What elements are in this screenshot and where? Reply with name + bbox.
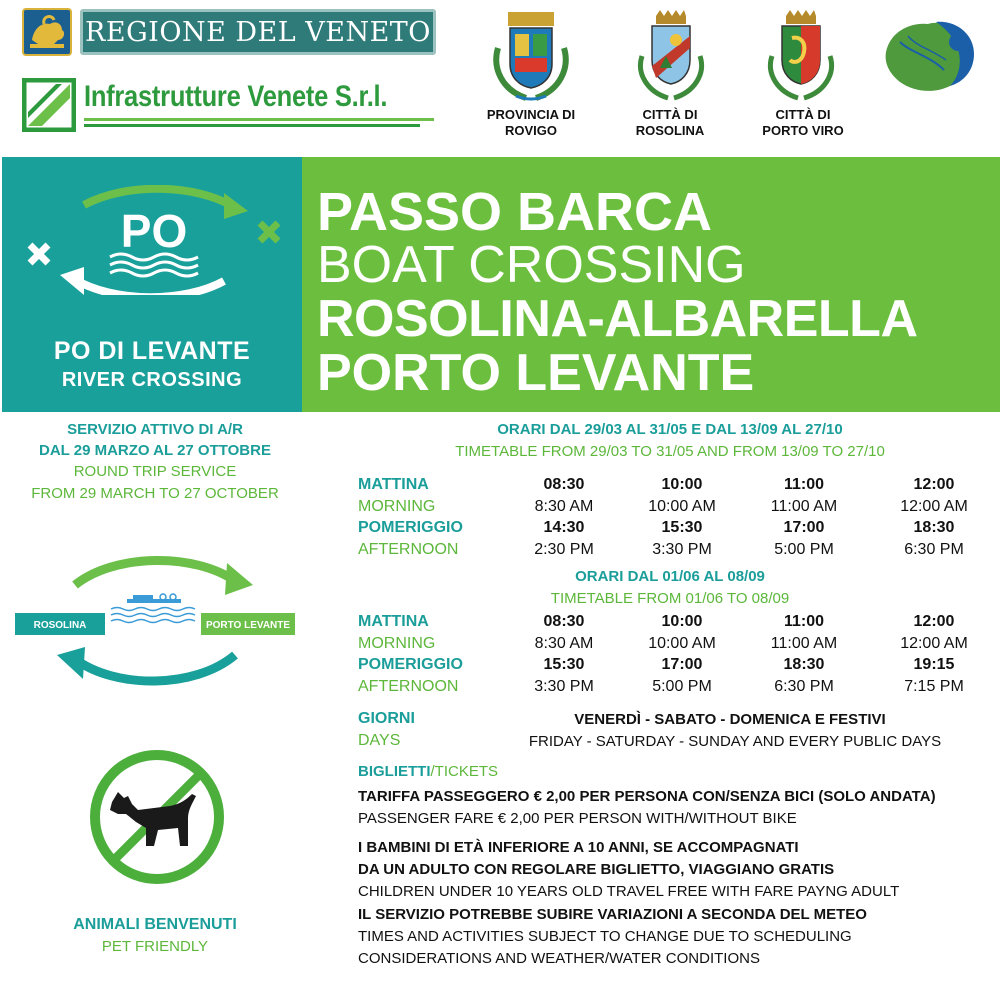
time-cell: 11:00 AM [770, 634, 838, 652]
time-cell: 8:30 AM [534, 497, 594, 515]
time-cell: 08:30 [543, 476, 585, 493]
provincia-rovigo-crest-icon [486, 8, 576, 103]
notice-en-line1: TIMES AND ACTIVITIES SUBJECT TO CHANGE DUE TO SCHEDULING [358, 928, 852, 945]
header [0, 0, 1000, 155]
infrastrutture-venete-logo-icon [22, 78, 76, 132]
days-value-en: FRIDAY - SATURDAY - SUNDAY AND EVERY PUBLIC DAYS [528, 733, 942, 750]
time-cell: 10:00 [661, 613, 703, 630]
time-cell: 3:30 PM [652, 540, 712, 558]
time-cell: 10:00 [661, 476, 703, 493]
headline-passo-barca: PASSO BARCA [317, 182, 713, 242]
time-cell: 8:30 AM [534, 634, 594, 652]
po-river-logo-icon [24, 185, 284, 295]
headline-porto-levante: PORTO LEVANTE [317, 344, 755, 402]
citta-porto-viro-crest-icon [756, 8, 846, 103]
time-cell: 17:00 [783, 519, 825, 536]
children-en: CHILDREN UNDER 10 YEARS OLD TRAVEL FREE WITH FARE PAYNG ADULT [358, 883, 900, 900]
time-cell: 14:30 [543, 519, 585, 536]
timetable2-title-en: TIMETABLE FROM 01/06 TO 08/09 [550, 590, 790, 607]
timetable1-afternoon-it-row: POMERIGGIO 14:30 15:30 17:00 18:30 [358, 519, 978, 541]
timetable1-title-en: TIMETABLE FROM 29/03 TO 31/05 AND FROM 13/09 TO 27/10 [455, 443, 885, 460]
hero-left-panel [2, 157, 302, 412]
route-from-label: ROSOLINA [33, 620, 87, 631]
parco-delta-po-logo-icon [880, 12, 980, 102]
company-underline [84, 118, 434, 132]
time-cell: 6:30 PM [774, 677, 834, 695]
service-en-line1: ROUND TRIP SERVICE [73, 463, 237, 480]
lion-of-st-mark-icon [22, 8, 72, 56]
po-logo-text: PO [120, 205, 188, 257]
time-cell: 18:30 [783, 656, 825, 673]
service-it-line1: SERVIZIO ATTIVO DI A/R [67, 421, 243, 438]
crest-label-porto-viro: CITTÀ DI PORTO VIRO [762, 107, 844, 138]
children-it-line1: I BAMBINI DI ETÀ INFERIORE A 10 ANNI, SE ACCOMPAGNATI [358, 839, 799, 856]
timetable1 [358, 476, 978, 562]
notice-en-line2: CONSIDERATIONS AND WEATHER/WATER CONDITIONS [358, 950, 760, 967]
time-cell: 12:00 AM [900, 497, 968, 515]
time-cell: 6:30 PM [904, 540, 964, 558]
service-en-line2: FROM 29 MARCH TO 27 OCTOBER [31, 485, 279, 502]
crest-label-rovigo: PROVINCIA DI ROVIGO [486, 107, 576, 138]
time-cell: 12:00 [913, 476, 955, 493]
fare-en: PASSENGER FARE € 2,00 PER PERSON WITH/WITHOUT BIKE [358, 810, 797, 827]
time-cell: 17:00 [661, 656, 703, 673]
timetable1-morning-it-row: MATTINA 08:30 10:00 11:00 12:00 [358, 476, 978, 498]
crest-label-rosolina: CITTÀ DI ROSOLINA [635, 107, 705, 138]
time-cell: 19:15 [913, 656, 955, 673]
headline-boat-crossing: BOAT CROSSING [317, 236, 746, 294]
service-it-line2: DAL 29 MARZO AL 27 OTTOBRE [39, 442, 271, 459]
time-cell: 11:00 AM [770, 497, 838, 515]
timetable2-afternoon-en-row: AFTERNOON 3:30 PM 5:00 PM 6:30 PM 7:15 PM [358, 678, 978, 700]
headline-rosolina-albarella: ROSOLINA-ALBARELLA [317, 290, 918, 348]
time-cell: 11:00 [783, 476, 825, 493]
timetable2 [358, 613, 978, 699]
timetable1-title-it: ORARI DAL 29/03 AL 31/05 E DAL 13/09 AL 27/10 [497, 421, 843, 438]
tickets-heading: BIGLIETTI/TICKETS [358, 763, 499, 780]
pets-welcome-it: ANIMALI BENVENUTI [73, 916, 237, 933]
timetable2-morning-it-row: MATTINA 08:30 10:00 11:00 12:00 [358, 613, 978, 635]
time-cell: 7:15 PM [904, 677, 964, 695]
time-cell: 08:30 [543, 613, 585, 630]
time-cell: 10:00 AM [648, 634, 716, 652]
ferry-boat-icon [111, 594, 195, 623]
route-diagram [15, 555, 295, 690]
time-cell: 11:00 [783, 613, 825, 630]
route-to-label: PORTO LEVANTE [205, 620, 291, 631]
regione-veneto-text: REGIONE DEL VENETO [85, 16, 431, 48]
time-cell: 15:30 [661, 519, 703, 536]
timetable1-morning-en-row: MORNING 8:30 AM 10:00 AM 11:00 AM 12:00 AM [358, 498, 978, 520]
timetable2-afternoon-it-row: POMERIGGIO 15:30 17:00 18:30 19:15 [358, 656, 978, 678]
time-cell: 10:00 AM [648, 497, 716, 515]
river-crossing-subtitle: RIVER CROSSING [61, 369, 243, 391]
timetable2-title-it: ORARI DAL 01/06 AL 08/09 [575, 568, 765, 585]
time-cell: 3:30 PM [534, 677, 594, 695]
time-cell: 5:00 PM [774, 540, 834, 558]
notice-it: IL SERVIZIO POTREBBE SUBIRE VARIAZIONI A SECONDA DEL METEO [358, 906, 867, 923]
time-cell: 12:00 [913, 613, 955, 630]
days-value-it: VENERDÌ - SABATO - DOMENICA E FESTIVI [574, 711, 886, 728]
time-cell: 15:30 [543, 656, 585, 673]
no-dog-icon [88, 748, 226, 886]
time-cell: 12:00 AM [900, 634, 968, 652]
time-cell: 5:00 PM [652, 677, 712, 695]
fare-it: TARIFFA PASSEGGERO € 2,00 PER PERSONA CON/SENZA BICI (SOLO ANDATA) [358, 788, 936, 805]
days-label-it: GIORNI [358, 710, 415, 727]
hero-right-panel [302, 157, 1000, 412]
pets-welcome-en: PET FRIENDLY [101, 938, 209, 955]
timetable2-morning-en-row: MORNING 8:30 AM 10:00 AM 11:00 AM 12:00 AM [358, 635, 978, 657]
company-name: Infrastrutture Venete S.r.l. [84, 80, 388, 113]
days-label-en: DAYS [358, 732, 401, 749]
citta-rosolina-crest-icon [626, 8, 716, 103]
timetable1-afternoon-en-row: AFTERNOON 2:30 PM 3:30 PM 5:00 PM 6:30 PM [358, 541, 978, 563]
time-cell: 2:30 PM [534, 540, 594, 558]
po-di-levante-title: PO DI LEVANTE [53, 337, 251, 365]
regione-veneto-banner [80, 9, 436, 55]
time-cell: 18:30 [913, 519, 955, 536]
children-it-line2: DA UN ADULTO CON REGOLARE BIGLIETTO, VIAGGIANO GRATIS [358, 861, 835, 878]
